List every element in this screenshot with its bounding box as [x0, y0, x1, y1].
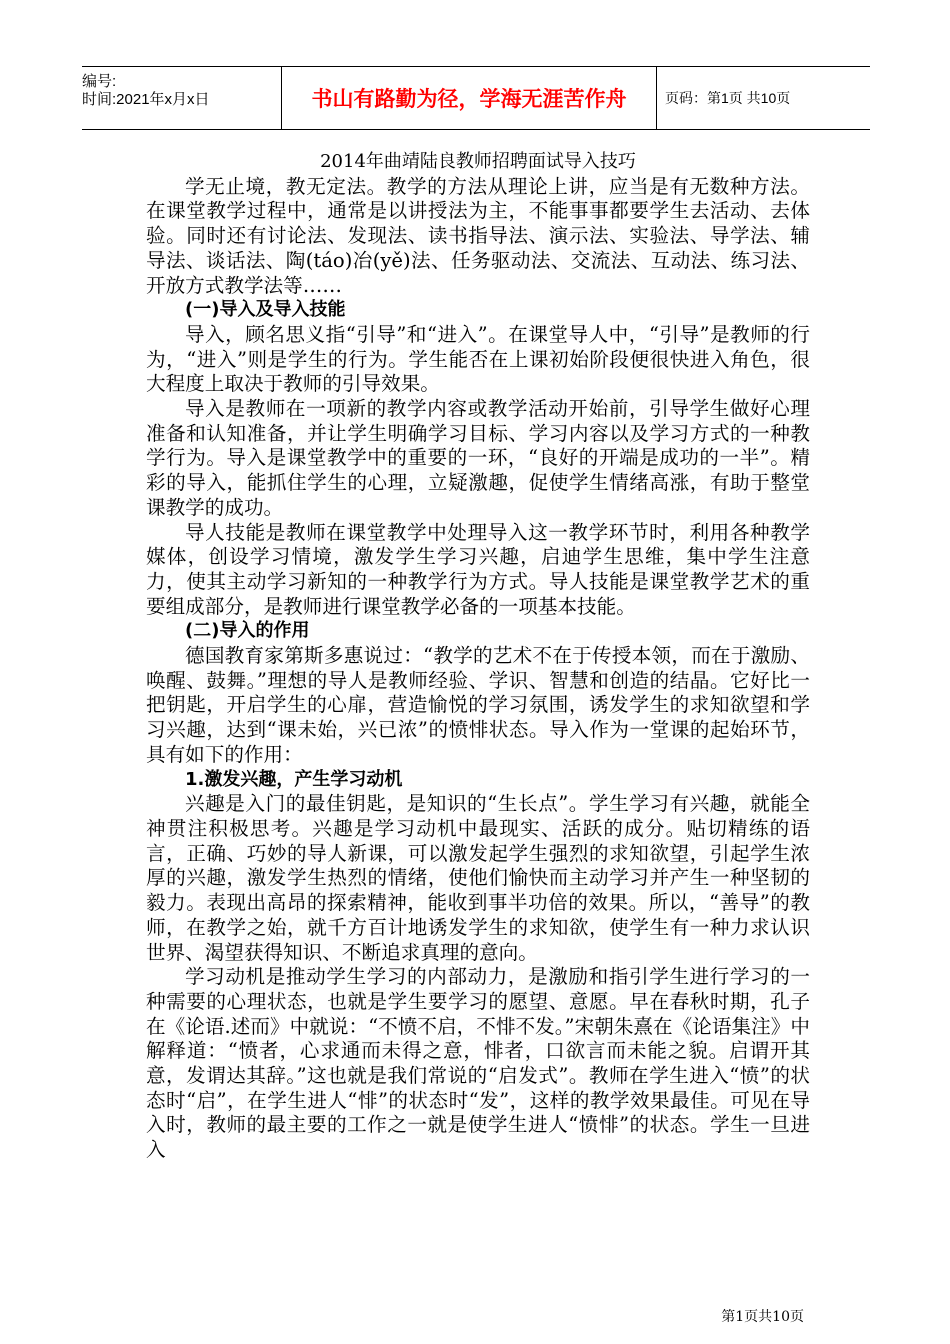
document-time-label: 时间:2021年x月x日 — [82, 91, 210, 108]
paragraph: 学无止境，教无定法。教学的方法从理论上讲，应当是有无数种方法。 在课堂教学过程中，通常是以讲授法为主，不能事事都要学生去活动、去体验。同时还有讨论法、发现法、读书指导法、演示法、实验法、导学法、辅导法、谈话法、陶(táo)冶(yě)法、任务驱动法、交流法、互动法、练习法、开放方式教学法等…… — [146, 174, 810, 297]
paragraph: 学习动机是推动学生学习的内部动力，是激励和指引学生进行学习的一种需要的心理状态，也就是学生要学习的愿望、意愿。早在春秋时期，孔子在《论语.述而》中就说：“不愤不启，不悱不发。”宋朝朱熹在《论语集注》中解释道：“愤者，心求通而未得之意，悱者，口欲言而未能之貌。启谓开其意，发谓达其辞。”这也就是我们常说的“启发式”。教师在学生进入“愤”的状态时“启”，在学生进人“悱”的状态时“发”，这样的教学效果最佳。可见在导入时，教师的最主要的工作之一就是使学生进人“愤悱”的状态。学生一旦进入 — [146, 965, 810, 1162]
header-page-number: 页码：第1页 共10页 — [665, 90, 791, 106]
header-motto: 书山有路勤为径，学海无涯苦作舟 — [281, 67, 657, 129]
page-header — [82, 66, 870, 130]
section-heading: (二)导入的作用 — [185, 620, 310, 642]
paragraph: 导入，顾名思义指“引导”和“进入”。在课堂导人中，“引导”是教师的行为，“进入”则是学生的行为。学生能否在上课初始阶段便很快进入角色，很大程度上取决于教师的引导效果。 — [146, 322, 810, 396]
paragraph: 导入是教师在一项新的教学内容或教学活动开始前，引导学生做好心理准备和认知准备，并让学生明确学习目标、学习内容以及学习方式的一种教学行为。导入是课堂教学中的重要的一环，“良好的开端是成功的一半”。精彩的导入，能抓住学生的心理，立疑激趣，促使学生情绪高涨，有助于整堂课教学的成功。 — [146, 397, 810, 519]
page-footer: 第1页共10页 — [721, 1309, 804, 1325]
paragraph: 兴趣是入门的最佳钥匙，是知识的“生长点”。学生学习有兴趣，就能全神贯注积极思考。兴趣是学习动机中最现实、活跃的成分。贴切精练的语言，正确、巧妙的导人新课，可以激发起学生强烈的求知欲望，引起学生浓厚的兴趣，激发学生热烈的情绪，使他们愉快而主动学习并产生一种坚韧的毅力。表现出高昂的探索精神，能收到事半功倍的效果。所以，“善导”的教师，在教学之始，就千方百计地诱发学生的求知欲，使学生有一种力求认识世界、渴望获得知识、不断追求真理的意向。 — [146, 792, 810, 964]
document-title: 2014年曲靖陆良教师招聘面试导入技巧 — [320, 151, 636, 172]
document-number-label: 编号: — [82, 73, 117, 90]
document-body — [146, 150, 810, 1163]
header-meta — [82, 67, 280, 129]
section-heading: (一)导入及导入技能 — [185, 299, 346, 321]
subsection-heading: 1.激发兴趣，产生学习动机 — [185, 768, 403, 790]
paragraph: 德国教育家第斯多惠说过：“教学的艺术不在于传授本领，而在于激励、唤醒、鼓舞。”理想的导人是教师经验、学识、智慧和创造的结晶。它好比一把钥匙，开启学生的心扉，营造愉悦的学习氛围，诱发学生的求知欲望和学习兴趣，达到“课未始，兴已浓”的愤悱状态。导入作为一堂课的起始环节，具有如下的作用： — [146, 644, 810, 766]
paragraph: 导人技能是教师在课堂教学中处理导入这一教学环节时，利用各种教学媒体，创设学习情境，激发学生学习兴趣，启迪学生思维，集中学生注意力，使其主动学习新知的一种教学行为方式。导人技能是课堂教学艺术的重要组成部分，是教师进行课堂教学必备的一项基本技能。 — [146, 520, 810, 618]
